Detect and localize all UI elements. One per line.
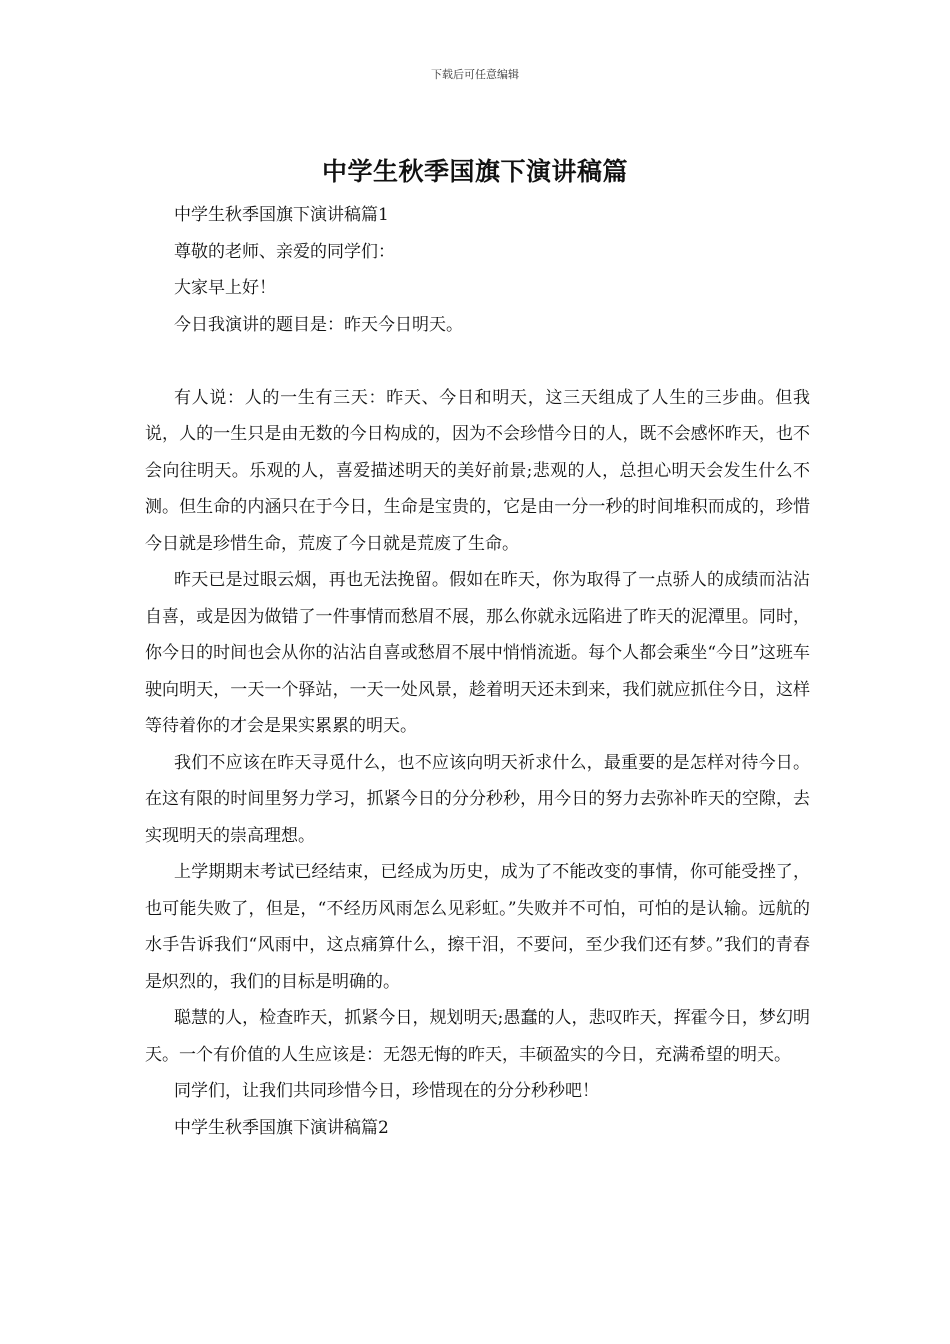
salutation: 尊敬的老师、亲爱的同学们： bbox=[174, 241, 395, 262]
paragraph: 聪慧的人，检查昨天，抓紧今日，规划明天;愚蠢的人，悲叹昨天，挥霍今日，梦幻明天。一个有价值的人生应该是：无怨无悔的昨天，丰硕盈实的今日，充满希望的明天。 bbox=[145, 1008, 810, 1065]
paragraph: 上学期期末考试已经结束，已经成为历史，成为了不能改变的事情，你可能受挫了，也可能失败了，但是，“不经历风雨怎么见彩虹。”失败并不可怕，可怕的是认输。远航的水手告诉我们“风雨中，这点痛算什么，擦干泪，不要问，至少我们还有梦。”我们的青春是炽烈的，我们的目标是明确的。 bbox=[145, 862, 810, 992]
paragraph: 昨天已是过眼云烟，再也无法挽留。假如在昨天，你为取得了一点骄人的成绩而沾沾自喜，或是因为做错了一件事情而愁眉不展，那么你就永远陷进了昨天的泥潭里。同时，你今日的时间也会从你的沾沾自喜或愁眉不展中悄悄流逝。每个人都会乘坐“今日”这班车驶向明天，一天一个驿站，一天一处风景，趁着明天还未到来，我们就应抓住今日，这样等待着你的才会是果实累累的明天。 bbox=[145, 570, 810, 736]
section-subtitle-1: 中学生秋季国旗下演讲稿篇1 bbox=[174, 205, 389, 225]
greeting: 大家早上好！ bbox=[174, 278, 276, 298]
paragraph: 有人说：人的一生有三天：昨天、今日和明天，这三天组成了人生的三步曲。但我说，人的一生只是由无数的今日构成的，因为不会珍惜今日的人，既不会感怀昨天，也不会向往明天。乐观的人，喜爱描述明天的美好前景;悲观的人，总担心明天会发生什么不测。但生命的内涵只在于今日，生命是宝贵的，它是由一分一秒的时间堆积而成的，珍惜今日就是珍惜生命，荒废了今日就是荒废了生命。 bbox=[145, 387, 810, 554]
speech-topic: 今日我演讲的题目是：昨天今日明天。 bbox=[174, 314, 463, 335]
section-subtitle-2: 中学生秋季国旗下演讲稿篇2 bbox=[174, 1117, 389, 1138]
document-body bbox=[145, 197, 810, 1146]
header-note: 下载后可任意编辑 bbox=[431, 68, 519, 81]
paragraph: 同学们，让我们共同珍惜今日，珍惜现在的分分秒秒吧！ bbox=[174, 1081, 599, 1101]
paragraph: 我们不应该在昨天寻觅什么，也不应该向明天祈求什么，最重要的是怎样对待今日。在这有限的时间里努力学习，抓紧今日的分分秒秒，用今日的努力去弥补昨天的空隙，去实现明天的崇高理想。 bbox=[145, 752, 810, 846]
document-title: 中学生秋季国旗下演讲稿篇 bbox=[321, 157, 628, 186]
blank-line bbox=[145, 343, 810, 380]
